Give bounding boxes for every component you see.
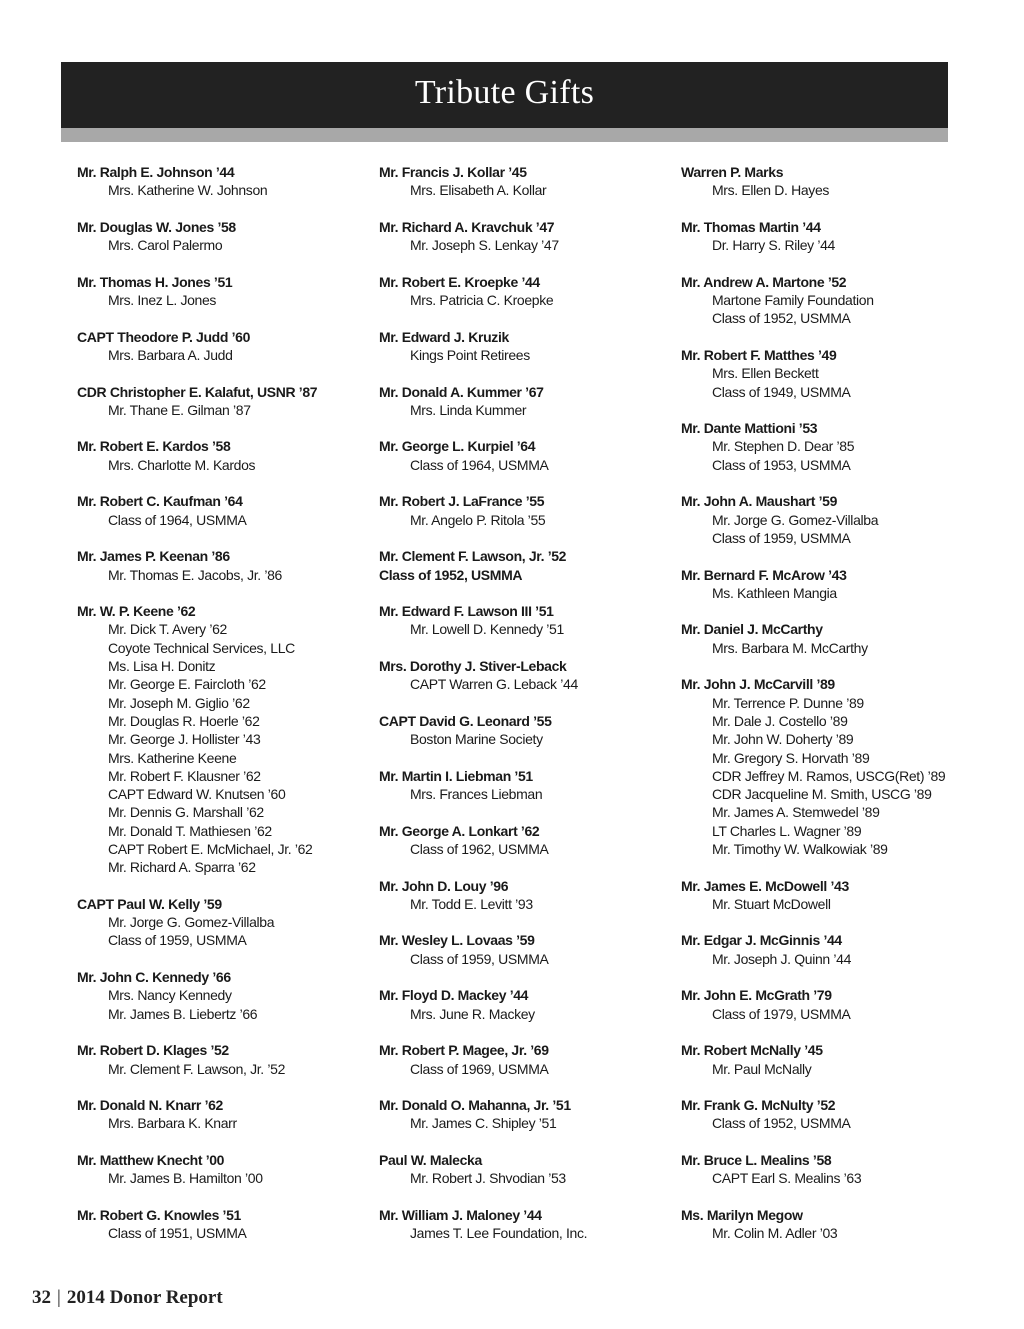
tribute-recipient: Mr. Douglas R. Hoerle ’62 xyxy=(108,712,260,729)
tribute-entry xyxy=(379,1206,679,1243)
donor-name: Ms. Marilyn Megow xyxy=(681,1206,803,1223)
tribute-recipient: Mr. George J. Hollister ’43 xyxy=(108,731,261,748)
tribute-recipient: LT Charles L. Wagner ’89 xyxy=(712,822,862,839)
tribute-recipient: Class of 1959, USMMA xyxy=(712,529,851,546)
banner-accent-strip xyxy=(61,128,948,142)
tribute-entry xyxy=(379,547,679,584)
tribute-entry xyxy=(379,383,679,420)
tribute-entry xyxy=(77,328,377,365)
tribute-recipient: Mr. Colin M. Adler ’03 xyxy=(712,1225,838,1242)
tribute-recipient: Mr. Robert J. Shvodian ’53 xyxy=(410,1170,566,1187)
tribute-entry xyxy=(681,1151,981,1188)
donor-name: Mr. Robert C. Kaufman ’64 xyxy=(77,493,243,510)
tribute-entry xyxy=(379,1041,679,1078)
tribute-recipient: Mrs. Charlotte M. Kardos xyxy=(108,456,256,473)
tribute-recipient: Mr. Joseph J. Quinn ’44 xyxy=(712,950,852,967)
tribute-recipient: Mr. Jorge G. Gomez-Villalba xyxy=(712,511,879,528)
donor-name: Mr. Richard A. Kravchuk ’47 xyxy=(379,218,555,235)
tribute-entry xyxy=(681,273,981,328)
tribute-entry xyxy=(77,273,377,310)
donor-name: CDR Christopher E. Kalafut, USNR ’87 xyxy=(77,383,318,400)
tribute-recipient: Mr. Richard A. Sparra ’62 xyxy=(108,859,256,876)
donor-name: Paul W. Malecka xyxy=(379,1152,482,1169)
tribute-recipient: Mrs. Carol Palermo xyxy=(108,237,223,254)
tribute-entry xyxy=(379,218,679,255)
donor-name: Mr. John J. McCarvill ’89 xyxy=(681,676,835,693)
tribute-recipient: Mrs. Ellen Beckett xyxy=(712,365,819,382)
tribute-recipient: Mr. Robert F. Klausner ’62 xyxy=(108,767,261,784)
donor-name: Mr. James E. McDowell ’43 xyxy=(681,877,849,894)
tribute-entry xyxy=(77,895,377,950)
donor-name: Mr. John C. Kennedy ’66 xyxy=(77,969,231,986)
tribute-recipient: Mr. Jorge G. Gomez-Villalba xyxy=(108,914,275,931)
tribute-column-1 xyxy=(77,163,377,1261)
tribute-entry xyxy=(77,602,377,876)
tribute-recipient: Mrs. Barbara K. Knarr xyxy=(108,1115,237,1132)
tribute-recipient: Class of 1964, USMMA xyxy=(108,511,247,528)
tribute-entry xyxy=(379,602,679,639)
donor-name: CAPT Theodore P. Judd ’60 xyxy=(77,328,251,345)
report-title: 2014 Donor Report xyxy=(66,1287,223,1308)
donor-name: Mr. John E. McGrath ’79 xyxy=(681,987,832,1004)
tribute-entry xyxy=(77,1041,377,1078)
tribute-entry xyxy=(77,492,377,529)
tribute-entry xyxy=(77,968,377,1023)
page-title: Tribute Gifts xyxy=(414,74,595,111)
footer-separator: | xyxy=(57,1287,61,1308)
donor-name: Mr. Thomas Martin ’44 xyxy=(681,218,821,235)
donor-name: Mr. Robert D. Klages ’52 xyxy=(77,1042,229,1059)
tribute-recipient: Mr. Dick T. Avery ’62 xyxy=(108,621,227,638)
donor-name: Mr. Robert P. Magee, Jr. ’69 xyxy=(379,1042,549,1059)
tribute-recipient: Mrs. Elisabeth A. Kollar xyxy=(410,182,547,199)
tribute-recipient: Ms. Lisa H. Donitz xyxy=(108,658,216,675)
tribute-recipient: CDR Jacqueline M. Smith, USCG ’89 xyxy=(712,786,932,803)
tribute-entry xyxy=(379,1151,679,1188)
tribute-recipient: Mr. Stuart McDowell xyxy=(712,895,831,912)
tribute-recipient: Mrs. Katherine Keene xyxy=(108,749,237,766)
donor-name: Mr. Edward J. Kruzik xyxy=(379,328,509,345)
tribute-entry xyxy=(77,547,377,584)
donor-name: Mr. Robert F. Matthes ’49 xyxy=(681,346,837,363)
tribute-entry xyxy=(681,1041,981,1078)
donor-name: Mr. Martin I. Liebman ’51 xyxy=(379,767,533,784)
donor-name: Mr. James P. Keenan ’86 xyxy=(77,548,230,565)
tribute-entry xyxy=(77,437,377,474)
donor-name: Mr. Robert E. Kardos ’58 xyxy=(77,438,231,455)
donor-name: Mr. George A. Lonkart ’62 xyxy=(379,822,540,839)
tribute-entry xyxy=(681,986,981,1023)
tribute-recipient: Mrs. Barbara A. Judd xyxy=(108,346,233,363)
donor-name: Mr. John D. Louy ’96 xyxy=(379,877,509,894)
tribute-recipient: Class of 1952, USMMA xyxy=(379,566,523,583)
tribute-entry xyxy=(379,163,679,200)
donor-name: Mr. Edgar J. McGinnis ’44 xyxy=(681,932,842,949)
tribute-recipient: Mr. Clement F. Lawson, Jr. ’52 xyxy=(108,1060,286,1077)
tribute-recipient: Coyote Technical Services, LLC xyxy=(108,639,295,656)
page-number: 32 xyxy=(32,1287,51,1308)
tribute-entry xyxy=(379,328,679,365)
donor-name: Mr. Daniel J. McCarthy xyxy=(681,621,823,638)
tribute-recipient: Mrs. Ellen D. Hayes xyxy=(712,182,830,199)
tribute-entry xyxy=(681,566,981,603)
tribute-recipient: Mrs. Linda Kummer xyxy=(410,401,527,418)
tribute-recipient: Class of 1959, USMMA xyxy=(108,932,247,949)
tribute-recipient: Mr. James C. Shipley ’51 xyxy=(410,1115,557,1132)
donor-name: Mr. Thomas H. Jones ’51 xyxy=(77,273,233,290)
donor-name: Mr. Donald A. Kummer ’67 xyxy=(379,383,544,400)
donor-name: Mr. William J. Maloney ’44 xyxy=(379,1206,542,1223)
donor-name: Mr. John A. Maushart ’59 xyxy=(681,493,838,510)
donor-name: Mr. Donald N. Knarr ’62 xyxy=(77,1097,223,1114)
tribute-entry xyxy=(379,437,679,474)
tribute-entry xyxy=(77,1096,377,1133)
tribute-recipient: Mr. Todd E. Levitt ’93 xyxy=(410,895,533,912)
tribute-recipient: Class of 1979, USMMA xyxy=(712,1005,851,1022)
tribute-recipient: Mr. Joseph S. Lenkay ’47 xyxy=(410,237,559,254)
donor-name: Mr. Douglas W. Jones ’58 xyxy=(77,218,236,235)
tribute-recipient: CAPT Robert E. McMichael, Jr. ’62 xyxy=(108,840,313,857)
tribute-recipient: Mrs. Patricia C. Kroepke xyxy=(410,292,554,309)
tribute-recipient: CAPT Warren G. Leback ’44 xyxy=(410,676,578,693)
page-footer xyxy=(32,1287,223,1309)
tribute-entry xyxy=(681,1096,981,1133)
donor-name: Mr. Bernard F. McArow ’43 xyxy=(681,566,847,583)
donor-name: Mr. Robert G. Knowles ’51 xyxy=(77,1206,241,1223)
donor-name: Mr. Donald O. Mahanna, Jr. ’51 xyxy=(379,1097,571,1114)
tribute-recipient: Mr. Timothy W. Walkowiak ’89 xyxy=(712,840,888,857)
donor-name: Mrs. Dorothy J. Stiver-Leback xyxy=(379,658,567,675)
tribute-recipient: Class of 1953, USMMA xyxy=(712,456,851,473)
tribute-recipient: Mr. Dale J. Costello ’89 xyxy=(712,712,848,729)
tribute-recipient: Mr. James A. Stemwedel ’89 xyxy=(712,804,880,821)
tribute-column-3 xyxy=(681,163,981,1261)
tribute-column-2 xyxy=(379,163,679,1261)
tribute-recipient: Mrs. June R. Mackey xyxy=(410,1005,535,1022)
donor-name: Mr. Andrew A. Martone ’52 xyxy=(681,273,847,290)
tribute-recipient: James T. Lee Foundation, Inc. xyxy=(410,1225,588,1242)
tribute-entry xyxy=(77,1206,377,1243)
donor-name: Mr. W. P. Keene ’62 xyxy=(77,603,196,620)
tribute-entry xyxy=(77,383,377,420)
donor-name: Mr. George L. Kurpiel ’64 xyxy=(379,438,536,455)
tribute-entry xyxy=(681,163,981,200)
donor-name: Mr. Dante Mattioni ’53 xyxy=(681,420,818,437)
tribute-recipient: Class of 1959, USMMA xyxy=(410,950,549,967)
tribute-entry xyxy=(379,1096,679,1133)
title-banner xyxy=(61,62,948,142)
tribute-recipient: Mrs. Barbara M. McCarthy xyxy=(712,639,868,656)
tribute-entry xyxy=(77,163,377,200)
tribute-recipient: CAPT Edward W. Knutsen ’60 xyxy=(108,786,286,803)
tribute-recipient: Mr. Thane E. Gilman ’87 xyxy=(108,401,251,418)
tribute-recipient: Class of 1962, USMMA xyxy=(410,840,549,857)
donor-name: Mr. Francis J. Kollar ’45 xyxy=(379,164,527,180)
tribute-entry xyxy=(681,346,981,401)
tribute-recipient: Mr. James B. Hamilton ’00 xyxy=(108,1170,263,1187)
donor-name: Warren P. Marks xyxy=(681,164,784,180)
tribute-recipient: Class of 1952, USMMA xyxy=(712,310,851,327)
tribute-entry xyxy=(379,822,679,859)
tribute-entry xyxy=(681,931,981,968)
tribute-recipient: Mr. George E. Faircloth ’62 xyxy=(108,676,266,693)
tribute-entry xyxy=(77,218,377,255)
tribute-recipient: Mr. Angelo P. Ritola ’55 xyxy=(410,511,546,528)
tribute-recipient: Mr. Thomas E. Jacobs, Jr. ’86 xyxy=(108,566,282,583)
donor-name: Mr. Wesley L. Lovaas ’59 xyxy=(379,932,535,949)
tribute-recipient: CDR Jeffrey M. Ramos, USCG(Ret) ’89 xyxy=(712,767,946,784)
donor-name: Mr. Matthew Knecht ’00 xyxy=(77,1152,225,1169)
tribute-entry xyxy=(681,675,981,858)
tribute-recipient: Class of 1949, USMMA xyxy=(712,383,851,400)
donor-name: Mr. Clement F. Lawson, Jr. ’52 xyxy=(379,548,567,565)
donor-name: Mr. Bruce L. Mealins ’58 xyxy=(681,1152,832,1169)
tribute-recipient: Mrs. Frances Liebman xyxy=(410,786,543,803)
donor-name: Mr. Edward F. Lawson III ’51 xyxy=(379,603,554,620)
tribute-entry xyxy=(379,712,679,749)
tribute-entry xyxy=(77,1151,377,1188)
tribute-recipient: Mr. Terrence P. Dunne ’89 xyxy=(712,694,864,711)
tribute-recipient: Mr. Stephen D. Dear ’85 xyxy=(712,438,855,455)
donor-name: Mr. Robert J. LaFrance ’55 xyxy=(379,493,545,510)
donor-name: Mr. Robert E. Kroepke ’44 xyxy=(379,273,540,290)
donor-name: Mr. Frank G. McNulty ’52 xyxy=(681,1097,836,1114)
donor-name: Mr. Robert McNally ’45 xyxy=(681,1042,823,1059)
tribute-entry xyxy=(681,877,981,914)
tribute-entry xyxy=(379,986,679,1023)
tribute-entry xyxy=(681,620,981,657)
tribute-recipient: Class of 1952, USMMA xyxy=(712,1115,851,1132)
donor-name: CAPT Paul W. Kelly ’59 xyxy=(77,895,222,912)
tribute-recipient: Class of 1964, USMMA xyxy=(410,456,549,473)
tribute-recipient: Mrs. Katherine W. Johnson xyxy=(108,182,268,199)
tribute-entry xyxy=(379,931,679,968)
tribute-recipient: Mr. Lowell D. Kennedy ’51 xyxy=(410,621,564,638)
tribute-recipient: Mr. Joseph M. Giglio ’62 xyxy=(108,694,250,711)
tribute-recipient: CAPT Earl S. Mealins ’63 xyxy=(712,1170,862,1187)
donor-name: Mr. Floyd D. Mackey ’44 xyxy=(379,987,529,1004)
tribute-recipient: Martone Family Foundation xyxy=(712,292,874,309)
donor-name: Mr. Ralph E. Johnson ’44 xyxy=(77,164,235,180)
tribute-recipient: Mr. James B. Liebertz ’66 xyxy=(108,1005,258,1022)
tribute-recipient: Mr. John W. Doherty ’89 xyxy=(712,731,854,748)
tribute-recipient: Ms. Kathleen Mangia xyxy=(712,584,837,601)
tribute-recipient: Mr. Gregory S. Horvath ’89 xyxy=(712,749,870,766)
tribute-entry xyxy=(379,877,679,914)
tribute-recipient: Mrs. Nancy Kennedy xyxy=(108,987,232,1004)
tribute-entry xyxy=(379,657,679,694)
tribute-recipient: Class of 1969, USMMA xyxy=(410,1060,549,1077)
tribute-entry xyxy=(681,218,981,255)
tribute-recipient: Mr. Paul McNally xyxy=(712,1060,812,1077)
tribute-recipient: Dr. Harry S. Riley ’44 xyxy=(712,237,835,254)
tribute-recipient: Boston Marine Society xyxy=(410,731,543,748)
tribute-recipient: Mr. Donald T. Mathiesen ’62 xyxy=(108,822,272,839)
tribute-recipient: Class of 1951, USMMA xyxy=(108,1225,247,1242)
tribute-entry xyxy=(681,492,981,547)
tribute-entry xyxy=(681,419,981,474)
tribute-entry xyxy=(379,273,679,310)
donor-name: CAPT David G. Leonard ’55 xyxy=(379,712,552,729)
tribute-entry xyxy=(379,767,679,804)
tribute-recipient: Mr. Dennis G. Marshall ’62 xyxy=(108,804,264,821)
tribute-entry xyxy=(379,492,679,529)
tribute-entry xyxy=(681,1206,981,1243)
tribute-recipient: Kings Point Retirees xyxy=(410,346,530,363)
tribute-recipient: Mrs. Inez L. Jones xyxy=(108,292,217,309)
